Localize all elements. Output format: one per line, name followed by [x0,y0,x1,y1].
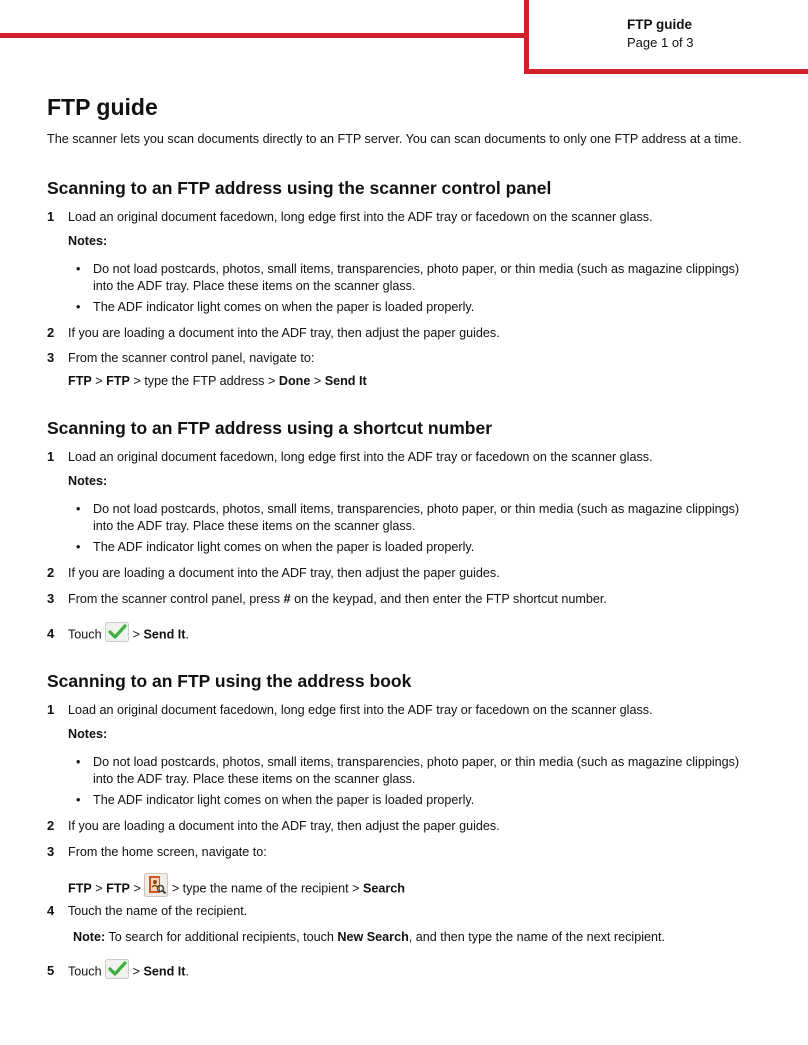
s3-bullet2 [76,792,746,809]
s1-bullet1 [76,261,746,295]
step-number: 1 [47,449,55,464]
step-text: Load an original document facedown, long edge first into the ADF tray or facedown on the scanner glass. [68,703,653,717]
path-send: Send It [324,374,367,388]
s1-bullet2 [76,299,746,316]
s3-note [73,929,665,945]
step-text: From the scanner control panel, navigate to: [68,351,315,365]
s2-step3 [47,591,607,607]
path-sep: > [171,881,180,896]
step-number: 1 [47,702,55,717]
step-text: From the home screen, navigate to: [68,845,267,859]
step-number: 3 [47,350,55,365]
header-rule-bottom [524,69,808,74]
section1-heading: Scanning to an FTP address using the scanner control panel [47,178,552,198]
step-number: 3 [47,844,55,859]
bullet-line1: Do not load postcards, photos, small items, transparencies, photo paper, or thin media (such as magazine clippings) [93,262,740,276]
period: . [185,627,189,642]
s3-step4 [47,903,247,919]
step-text: Touch the name of the recipient. [68,904,248,918]
step-text: Load an original document facedown, long edge first into the ADF tray or facedown on the scanner glass. [68,450,653,464]
path-sep: > [95,374,103,388]
path-sep: > [313,374,322,388]
path-sep: > [352,881,360,896]
path-sep: > [267,374,276,388]
header-title: FTP guide [627,17,693,32]
bullet-text: The ADF indicator light comes on when the paper is loaded properly. [93,793,475,807]
s3-bullet1 [76,754,746,788]
hash-key: # [283,592,291,606]
step-number: 2 [47,818,55,833]
period: . [185,964,189,979]
touch-text: Touch [68,964,102,979]
step-number: 1 [47,209,55,224]
bullet-line2: into the ADF tray. Place these items on the scanner glass. [93,519,416,533]
page-title: FTP guide [47,94,158,120]
send-it-label: Send It [143,964,186,979]
step-number: 4 [47,903,55,918]
header-rule-left [0,33,529,38]
address-book-icon [144,873,168,897]
header-page-number: Page 1 of 3 [627,35,694,50]
bullet-dot: • [76,262,81,276]
bullet-line2: into the ADF tray. Place these items on the scanner glass. [93,279,416,293]
s3-nav-path [68,877,405,901]
step-text-a: From the scanner control panel, press [68,592,284,606]
note-text-b: , and then type the name of the next recipient. [408,930,666,944]
note-text-a: To search for additional recipients, touch [105,930,338,944]
s1-notes-label: Notes: [68,234,108,248]
step-text: If you are loading a document into the ADF tray, then adjust the paper guides. [68,566,500,580]
bullet-text: The ADF indicator light comes on when the paper is loaded properly. [93,300,475,314]
path-sep: > [133,374,141,388]
checkmark-icon [105,622,129,642]
step-text-b: on the keypad, and then enter the FTP shortcut number. [290,592,607,606]
header-rule-vertical [524,0,529,74]
path-sep: > [133,881,141,896]
path-ftp: FTP [106,881,130,896]
path-ftp: FTP [68,881,92,896]
s3-step2 [47,818,500,834]
path-ftp: FTP [68,374,92,388]
path-text: type the FTP address [144,374,265,388]
s2-bullet2 [76,539,746,556]
bullet-line1: Do not load postcards, photos, small items, transparencies, photo paper, or thin media (such as magazine clippings) [93,755,740,769]
step-number: 4 [47,626,55,642]
s1-step2 [47,325,500,341]
step-text: If you are loading a document into the ADF tray, then adjust the paper guides. [68,326,500,340]
intro-paragraph: The scanner lets you scan documents directly to an FTP server. You can scan documents to only one FTP address at a time. [47,132,742,146]
bullet-line1: Do not load postcards, photos, small items, transparencies, photo paper, or thin media (such as magazine clippings) [93,502,740,516]
bullet-text: The ADF indicator light comes on when the paper is loaded properly. [93,540,475,554]
s3-step3 [47,844,267,860]
section2-heading: Scanning to an FTP address using a shortcut number [47,418,493,438]
path-sep: > [132,627,140,642]
s2-step1 [47,449,653,465]
touch-text: Touch [68,627,102,642]
s3-step1 [47,702,653,718]
s2-notes-label: Notes: [68,474,108,488]
s2-step2 [47,565,500,581]
step-number: 2 [47,325,55,340]
bullet-dot: • [76,540,81,554]
step-text: If you are loading a document into the ADF tray, then adjust the paper guides. [68,819,500,833]
path-sep: > [95,881,103,896]
path-search: Search [362,881,405,896]
path-sep: > [132,964,140,979]
s1-nav-path [68,373,367,389]
running-header [627,16,694,52]
path-text: type the name of the recipient [182,881,349,896]
step-text: Load an original document facedown, long edge first into the ADF tray or facedown on the scanner glass. [68,210,653,224]
bullet-line2: into the ADF tray. Place these items on the scanner glass. [93,772,416,786]
section3-heading: Scanning to an FTP using the address book [47,671,412,691]
s1-step1 [47,209,653,225]
path-done: Done [278,374,311,388]
bullet-dot: • [76,502,81,516]
note-label: Note: [73,930,106,944]
step-number: 2 [47,565,55,580]
bullet-dot: • [76,755,81,769]
s3-notes-label: Notes: [68,727,108,741]
send-it-label: Send It [143,627,186,642]
path-ftp: FTP [106,374,130,388]
s3-step5 [47,962,189,982]
s2-step4 [47,625,189,645]
step-number: 3 [47,591,55,606]
bullet-dot: • [76,300,81,314]
s2-bullet1 [76,501,746,535]
step-number: 5 [47,963,55,979]
new-search-label: New Search [337,930,409,944]
s1-step3 [47,350,314,366]
bullet-dot: • [76,793,81,807]
checkmark-icon [105,959,129,979]
